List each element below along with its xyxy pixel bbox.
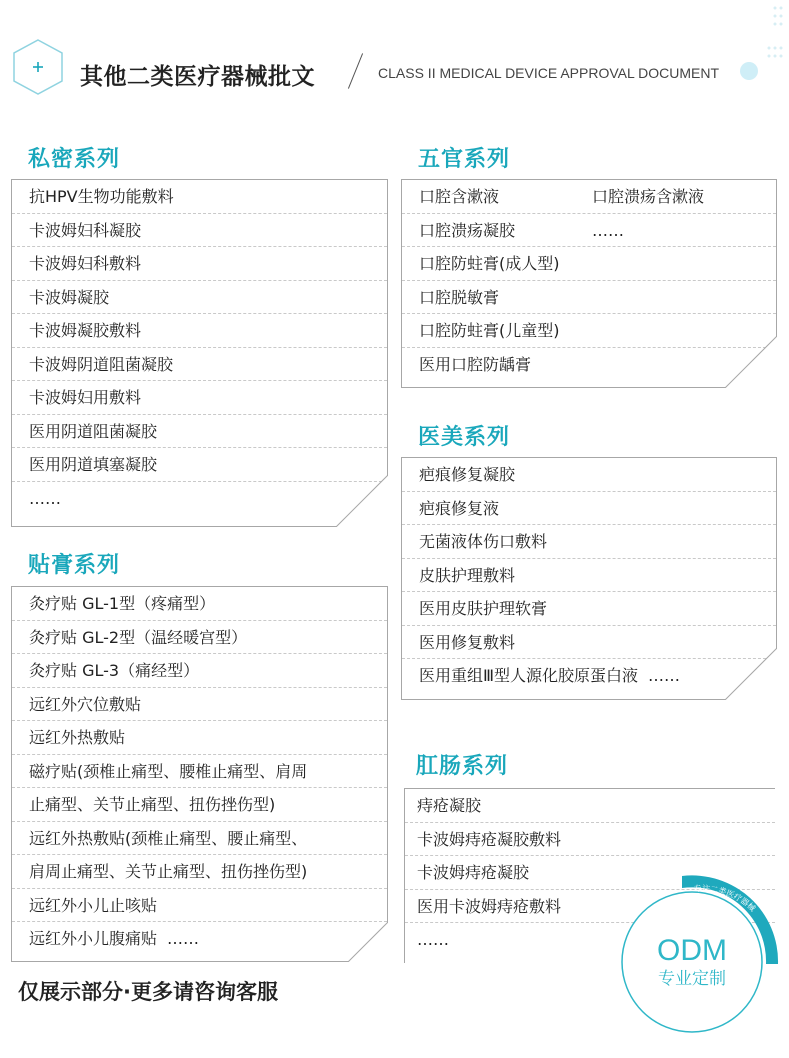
section-title-private: 私密系列 bbox=[28, 147, 121, 172]
list-item: 医用修复敷料 bbox=[402, 626, 776, 660]
list-item: 卡波姆凝胶敷料 bbox=[12, 314, 387, 348]
list-item: 磁疗贴(颈椎止痛型、腰椎止痛型、肩周 bbox=[12, 755, 387, 789]
list-item: 口腔防蛀膏(儿童型) bbox=[402, 314, 776, 348]
list-item: 灸疗贴 GL-1型（疼痛型） bbox=[12, 587, 387, 621]
section-title-anorectal: 肛肠系列 bbox=[416, 754, 509, 779]
facial-series-box bbox=[401, 179, 777, 388]
list-item: 卡波姆妇用敷料 bbox=[12, 381, 387, 415]
list-item: 医用重组Ⅲ型人源化胶原蛋白液 …… bbox=[419, 666, 681, 685]
section-title-facial: 五官系列 bbox=[418, 147, 511, 172]
list-item: 医用口腔防龋膏 bbox=[419, 354, 532, 374]
list-item: 肩周止痛型、关节止痛型、扭伤挫伤型) bbox=[12, 855, 387, 889]
list-item: 疤痕修复液 bbox=[402, 492, 776, 526]
list-item: 卡波姆凝胶 bbox=[12, 281, 387, 315]
list-item: 口腔溃疡凝胶 …… bbox=[402, 214, 776, 248]
list-item: 卡波姆妇科敷料 bbox=[12, 247, 387, 281]
list-item: …… bbox=[417, 930, 449, 949]
list-item: 远红外穴位敷贴 bbox=[12, 688, 387, 722]
list-item: 止痛型、关节止痛型、扭伤挫伤型) bbox=[12, 788, 387, 822]
list-item: 卡波姆痔疮凝胶敷料 bbox=[405, 823, 775, 857]
list-item: 口腔含漱液 口腔溃疡含漱液 bbox=[402, 180, 776, 214]
dot-pattern-decoration bbox=[745, 2, 785, 92]
hexagon-plus-icon bbox=[12, 38, 64, 96]
box-corner-cut bbox=[348, 922, 388, 962]
beauty-series-box bbox=[401, 457, 777, 700]
list-item: …… bbox=[29, 488, 61, 508]
list-item: 远红外热敷贴(颈椎止痛型、腰止痛型、 bbox=[12, 822, 387, 856]
list-item: 抗HPV生物功能敷料 bbox=[12, 180, 387, 214]
box-corner-cut bbox=[725, 336, 777, 388]
private-series-box bbox=[11, 179, 388, 527]
list-item: 口腔防蛀膏(成人型) bbox=[402, 247, 776, 281]
title-divider bbox=[348, 53, 363, 89]
list-item: 医用卡波姆痔疮敷料 bbox=[405, 890, 775, 924]
list-item: 灸疗贴 GL-3（痛经型） bbox=[12, 654, 387, 688]
list-item: 卡波姆妇科凝胶 bbox=[12, 214, 387, 248]
page-title: 其他二类医疗器械批文 bbox=[80, 64, 315, 90]
list-item: 灸疗贴 GL-2型（温经暖宫型） bbox=[12, 621, 387, 655]
list-item: 痔疮凝胶 bbox=[405, 789, 775, 823]
box-corner-cut bbox=[725, 648, 777, 700]
list-item: 无菌液体伤口敷料 bbox=[402, 525, 776, 559]
odm-title: ODM bbox=[657, 934, 727, 967]
list-item: 卡波姆痔疮凝胶 bbox=[405, 856, 775, 890]
list-item: 医用阴道填塞凝胶 bbox=[12, 448, 387, 482]
section-title-patch: 贴膏系列 bbox=[28, 553, 121, 578]
list-item: 医用皮肤护理软膏 bbox=[402, 592, 776, 626]
odm-badge bbox=[604, 872, 784, 1042]
footer-note: 仅展示部分·更多请咨询客服 bbox=[18, 980, 278, 1004]
list-item: 皮肤护理敷料 bbox=[402, 559, 776, 593]
list-item: 疤痕修复凝胶 bbox=[402, 458, 776, 492]
box-corner-cut bbox=[336, 475, 388, 527]
list-item: 远红外热敷贴 bbox=[12, 721, 387, 755]
list-item: 口腔脱敏膏 bbox=[402, 281, 776, 315]
odm-subtitle: 专业定制 bbox=[658, 969, 726, 989]
section-title-beauty: 医美系列 bbox=[418, 425, 511, 450]
list-item: 远红外小儿腹痛贴 …… bbox=[29, 929, 200, 948]
patch-series-box bbox=[11, 586, 388, 962]
page-subtitle: CLASS II MEDICAL DEVICE APPROVAL DOCUMENT bbox=[378, 65, 720, 81]
list-item: 远红外小儿止咳贴 bbox=[12, 889, 387, 923]
odm-ring-text: 专注二类医疗器械 bbox=[693, 884, 758, 914]
list-item: 医用阴道阻菌凝胶 bbox=[12, 415, 387, 449]
list-item: 卡波姆阴道阻菌凝胶 bbox=[12, 348, 387, 382]
